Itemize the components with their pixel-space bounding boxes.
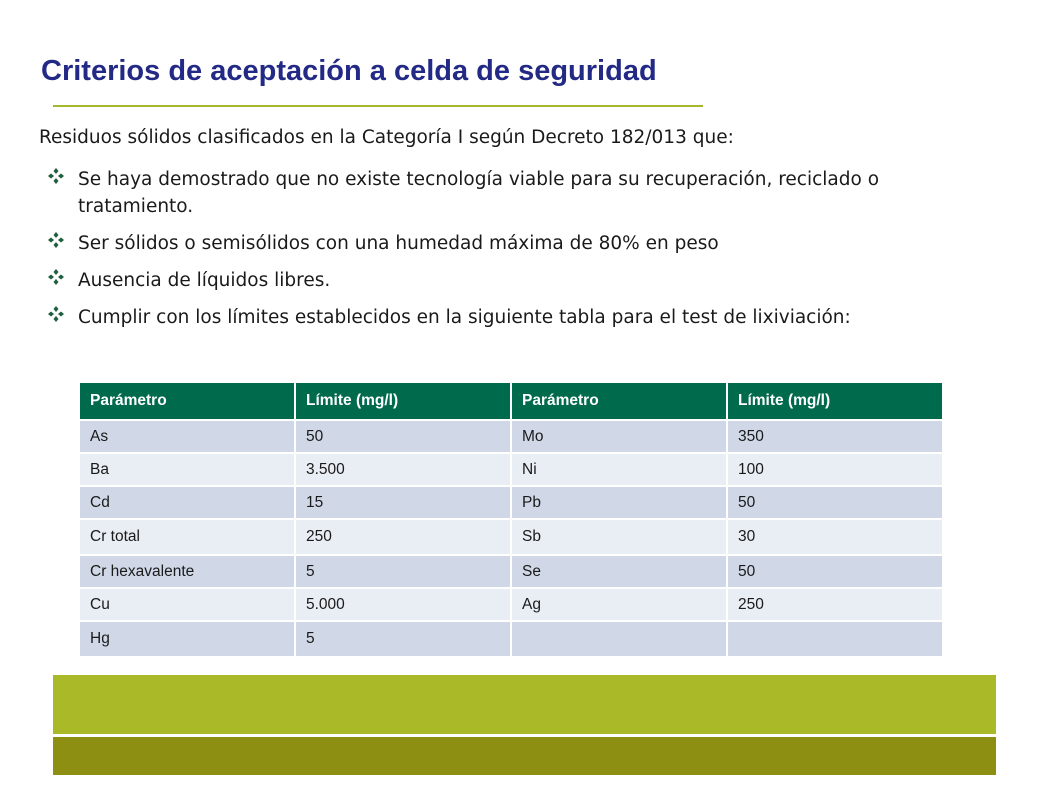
column-header: Límite (mg/l) [295, 382, 511, 420]
table-row [79, 420, 943, 453]
diamond-bullet-icon [48, 168, 64, 184]
leaching-limits-table [78, 381, 944, 658]
table-row [79, 453, 943, 486]
table-cell: Ba [79, 453, 295, 486]
table-cell: Hg [79, 621, 295, 657]
column-header: Parámetro [511, 382, 727, 420]
list-item-text: Ausencia de líquidos libres. [78, 270, 331, 291]
diamond-bullet-icon [48, 232, 64, 248]
list-item [48, 166, 968, 220]
table-cell: Ag [511, 588, 727, 621]
criteria-list [48, 166, 968, 341]
column-header: Parámetro [79, 382, 295, 420]
table-row [79, 555, 943, 588]
table-cell: 250 [727, 588, 943, 621]
table-cell: Cd [79, 486, 295, 519]
table-cell: Pb [511, 486, 727, 519]
table-cell: Sb [511, 519, 727, 555]
list-item [48, 230, 968, 257]
table-cell: 5 [295, 555, 511, 588]
table-cell: 30 [727, 519, 943, 555]
table-cell: Cr hexavalente [79, 555, 295, 588]
table-header-row [79, 382, 943, 420]
list-item-text: Cumplir con los límites establecidos en la siguiente tabla para el test de lixiviación: [78, 307, 851, 328]
table-row [79, 519, 943, 555]
table-cell: 350 [727, 420, 943, 453]
table-cell: 50 [295, 420, 511, 453]
table-cell: Cu [79, 588, 295, 621]
table-cell: 250 [295, 519, 511, 555]
table-cell: Ni [511, 453, 727, 486]
table-cell: 15 [295, 486, 511, 519]
table-cell: 50 [727, 486, 943, 519]
list-item-text: Ser sólidos o semisólidos con una humedad máxima de 80% en peso [78, 233, 719, 254]
list-item [48, 267, 968, 294]
list-item [48, 304, 968, 331]
table-row [79, 588, 943, 621]
intro-text: Residuos sólidos clasificados en la Categoría I según Decreto 182/013 que: [39, 127, 734, 148]
list-item-text: Se haya demostrado que no existe tecnología viable para su recuperación, reciclado o tratamiento. [78, 169, 880, 217]
footer-band-dark [53, 737, 996, 775]
column-header: Límite (mg/l) [727, 382, 943, 420]
table-cell: 100 [727, 453, 943, 486]
diamond-bullet-icon [48, 269, 64, 285]
footer-band-light [53, 675, 996, 734]
table-cell: 50 [727, 555, 943, 588]
table-cell: As [79, 420, 295, 453]
title-underline [53, 105, 703, 107]
table-cell [511, 621, 727, 657]
diamond-bullet-icon [48, 306, 64, 322]
table-cell [727, 621, 943, 657]
table-cell: Cr total [79, 519, 295, 555]
table-row [79, 486, 943, 519]
table-row [79, 621, 943, 657]
table-cell: 5.000 [295, 588, 511, 621]
table-cell: 5 [295, 621, 511, 657]
table-cell: Mo [511, 420, 727, 453]
table-cell: Se [511, 555, 727, 588]
slide-title: Criterios de aceptación a celda de seguridad [41, 55, 657, 87]
table-cell: 3.500 [295, 453, 511, 486]
